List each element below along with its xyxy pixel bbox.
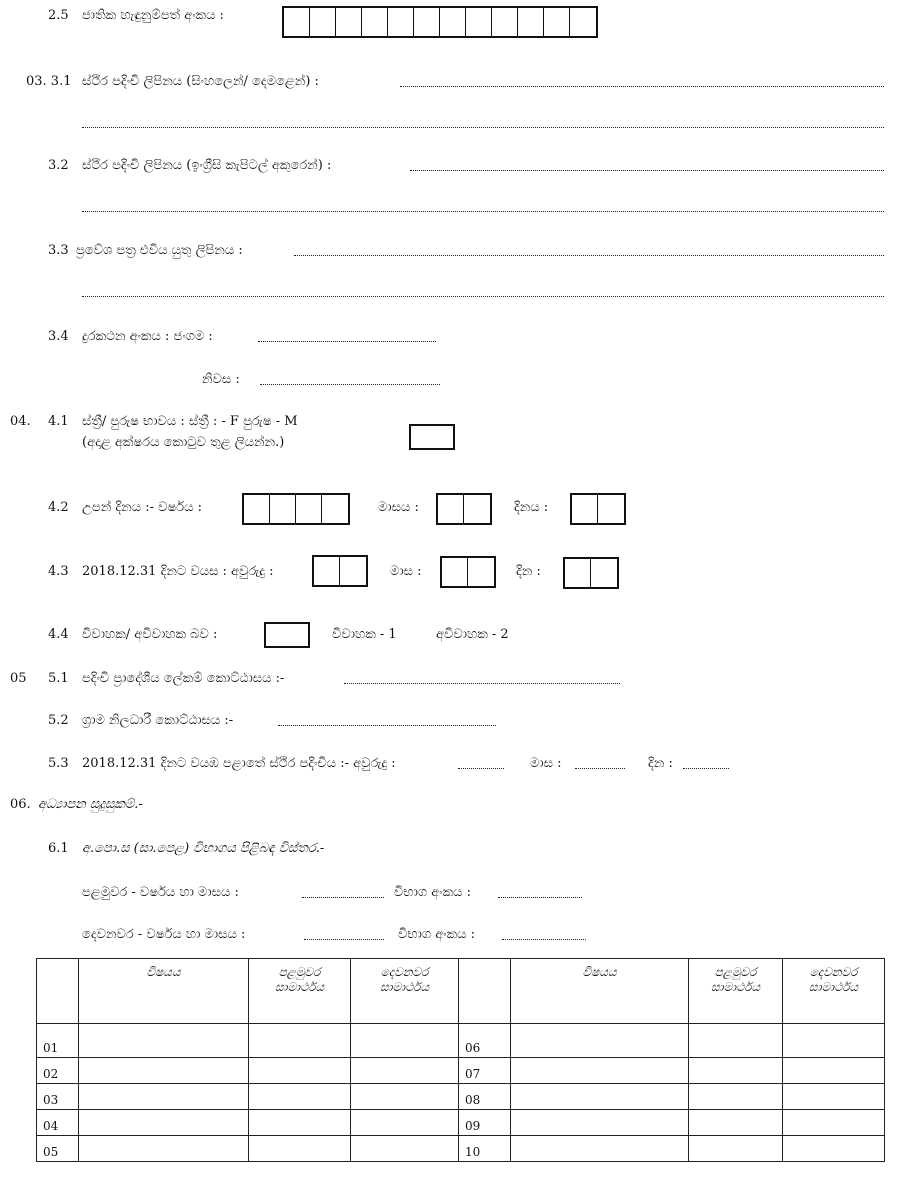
nic-number-boxes[interactable] xyxy=(282,6,598,38)
item-number-5-2: 5.2 xyxy=(48,713,69,728)
row-number: 05 xyxy=(37,1136,79,1162)
section-06-heading: 06. xyxy=(10,797,31,812)
subject-header-right: විෂයය xyxy=(511,959,689,1024)
first-pass-header: පළමුවර සාමාර්ථය xyxy=(249,959,351,1024)
admission-address-line-1[interactable] xyxy=(294,255,884,256)
subject-cell[interactable] xyxy=(79,1024,249,1058)
first-attempt-index-label: විභාග අංකය : xyxy=(394,885,472,900)
grade-cell[interactable] xyxy=(249,1058,351,1084)
divisional-secretariat-field[interactable] xyxy=(344,683,620,684)
grade-cell[interactable] xyxy=(351,1136,459,1162)
grade-cell[interactable] xyxy=(783,1136,885,1162)
grade-cell[interactable] xyxy=(689,1024,783,1058)
age-days-label: දින : xyxy=(516,564,541,579)
age-years-label: 2018.12.31 දිනට වයස : අවුරුදු : xyxy=(82,564,274,579)
second-pass-header: දෙවනවර සාමාර්ථය xyxy=(351,959,459,1024)
marital-status-box[interactable] xyxy=(264,622,310,648)
subject-cell[interactable] xyxy=(511,1084,689,1110)
ol-results-table xyxy=(36,958,885,1162)
grade-cell[interactable] xyxy=(351,1084,459,1110)
grama-niladhari-label: ග්‍රාම නිලධාරී කොට්ඨාසය :- xyxy=(82,713,234,728)
grama-niladhari-field[interactable] xyxy=(278,725,496,726)
birth-day-boxes[interactable] xyxy=(570,493,626,525)
subject-cell[interactable] xyxy=(79,1058,249,1084)
table-row xyxy=(37,1058,885,1084)
gender-label: ස්ත්‍රී/ පුරුෂ භාවය : ස්ත්‍රී : - F පුරුෂ - M xyxy=(82,414,298,429)
birth-month-label: මාසය : xyxy=(378,500,419,515)
married-option: විවාහක - 1 xyxy=(332,627,397,642)
home-phone-field[interactable] xyxy=(260,384,440,385)
residence-years-label: 2018.12.31 දිනට වයඹ පළාතේ ස්ථිර පදිංචිය :- අවුරුදු : xyxy=(82,756,396,771)
item-number-3-2: 3.2 xyxy=(48,158,69,173)
first-attempt-label: පළමුවර - වර්ෂය හා මාසය : xyxy=(82,885,239,900)
permanent-address-english-line-1[interactable] xyxy=(410,170,884,171)
birth-year-boxes[interactable] xyxy=(242,493,350,525)
first-pass-header-right: පළමුවර සාමාර්ථය xyxy=(689,959,783,1024)
row-number: 08 xyxy=(459,1084,511,1110)
residence-months-field[interactable] xyxy=(575,768,625,769)
grade-cell[interactable] xyxy=(783,1110,885,1136)
row-number: 02 xyxy=(37,1058,79,1084)
grade-cell[interactable] xyxy=(783,1084,885,1110)
second-attempt-index-field[interactable] xyxy=(502,939,586,940)
subject-cell[interactable] xyxy=(511,1110,689,1136)
item-number-4-3: 4.3 xyxy=(48,564,69,579)
permanent-address-sinhala-label: ස්ථිර පදිංචි ලිපිනය (සිංහලෙන්/ දෙමළෙන්) : xyxy=(82,74,319,89)
grade-cell[interactable] xyxy=(689,1084,783,1110)
age-months-boxes[interactable] xyxy=(440,556,496,588)
grade-cell[interactable] xyxy=(249,1024,351,1058)
item-number-4-2: 4.2 xyxy=(48,500,69,515)
row-number: 01 xyxy=(37,1024,79,1058)
grade-cell[interactable] xyxy=(249,1136,351,1162)
item-number-5-3: 5.3 xyxy=(48,756,69,771)
permanent-address-sinhala-line-2[interactable] xyxy=(82,127,884,128)
section-04-heading: 04. xyxy=(10,414,31,429)
residence-months-label: මාස : xyxy=(530,756,562,771)
education-title: අධ්‍යාපන සුදුසුකම්.- xyxy=(38,797,143,812)
item-number-5-1: 5.1 xyxy=(48,671,69,686)
item-number-2-5: 2.5 xyxy=(48,8,69,23)
subject-header: විෂයය xyxy=(79,959,249,1024)
grade-cell[interactable] xyxy=(351,1024,459,1058)
item-number-6-1: 6.1 xyxy=(48,841,69,856)
grade-cell[interactable] xyxy=(351,1058,459,1084)
subject-cell[interactable] xyxy=(511,1058,689,1084)
mobile-phone-field[interactable] xyxy=(258,341,436,342)
table-row xyxy=(37,1136,885,1162)
residence-days-label: දින : xyxy=(648,756,673,771)
grade-cell[interactable] xyxy=(249,1110,351,1136)
row-number: 03 xyxy=(37,1084,79,1110)
nic-label: ජාතික හැඳුනුම්පත් අංකය : xyxy=(82,8,224,23)
age-days-boxes[interactable] xyxy=(563,557,619,589)
admission-address-line-2[interactable] xyxy=(82,296,884,297)
table-row xyxy=(37,1084,885,1110)
second-pass-header-right: දෙවනවර සාමාර්ථය xyxy=(783,959,885,1024)
first-attempt-date-field[interactable] xyxy=(302,897,384,898)
section-05-heading: 05 xyxy=(10,671,27,686)
grade-cell[interactable] xyxy=(689,1058,783,1084)
grade-cell[interactable] xyxy=(351,1110,459,1136)
subject-cell[interactable] xyxy=(511,1024,689,1058)
item-number-3-3: 3.3 xyxy=(48,243,69,258)
first-attempt-index-field[interactable] xyxy=(498,897,582,898)
grade-cell[interactable] xyxy=(689,1110,783,1136)
permanent-address-english-label: ස්ථිර පදිංචි ලිපිනය (ඉංග්‍රීසි කැපිටල් අකුරෙන්) : xyxy=(82,158,332,173)
second-attempt-index-label: විභාග අංකය : xyxy=(398,927,476,942)
grade-cell[interactable] xyxy=(783,1024,885,1058)
gender-box[interactable] xyxy=(409,424,455,450)
row-number: 09 xyxy=(459,1110,511,1136)
item-number-4-4: 4.4 xyxy=(48,627,69,642)
birth-date-year-label: උපන් දිනය :- වර්ෂය : xyxy=(82,500,202,515)
admission-address-label: ප්‍රවේශ පත්‍ර එවිය යුතු ලිපිනය : xyxy=(76,243,243,258)
ol-exam-details-label: අ.පො.ස (සා.පෙළ) විභාගය පිළිබඳ විස්තර.- xyxy=(82,841,325,856)
subject-cell[interactable] xyxy=(79,1136,249,1162)
mobile-phone-label: දුරකථන අංකය : ජංගම : xyxy=(82,329,213,344)
row-number: 10 xyxy=(459,1136,511,1162)
birth-day-label: දිනය : xyxy=(514,500,549,515)
grade-cell[interactable] xyxy=(249,1084,351,1110)
table-row xyxy=(37,1110,885,1136)
marital-status-label: විවාහක/ අවිවාහක බව : xyxy=(82,627,218,642)
row-number: 06 xyxy=(459,1024,511,1058)
subject-cell[interactable] xyxy=(511,1136,689,1162)
age-years-boxes[interactable] xyxy=(312,555,368,587)
grade-cell[interactable] xyxy=(783,1058,885,1084)
subject-cell[interactable] xyxy=(79,1084,249,1110)
row-number: 07 xyxy=(459,1058,511,1084)
grade-cell[interactable] xyxy=(689,1136,783,1162)
second-attempt-label: දෙවනවර - වර්ෂය හා මාසය : xyxy=(82,927,246,942)
table-row xyxy=(37,1024,885,1058)
residence-years-field[interactable] xyxy=(458,768,504,769)
unmarried-option: අවිවාහක - 2 xyxy=(436,627,509,642)
age-months-label: මාස : xyxy=(390,564,422,579)
residence-days-field[interactable] xyxy=(683,768,729,769)
permanent-address-sinhala-line-1[interactable] xyxy=(400,86,884,87)
item-number-3-4: 3.4 xyxy=(48,329,69,344)
home-phone-label: නිවස : xyxy=(202,372,240,387)
gender-instruction: (අදාළ අක්ෂරය කොටුව තුළ ලියන්න.) xyxy=(82,435,285,450)
birth-month-boxes[interactable] xyxy=(436,493,492,525)
divisional-secretariat-label: පදිංචි ප්‍රාදේශීය ලේකම් කොට්ඨාසය :- xyxy=(82,671,285,686)
section-03-heading: 03. 3.1 xyxy=(26,74,72,89)
item-number-4-1: 4.1 xyxy=(48,414,69,429)
second-attempt-date-field[interactable] xyxy=(304,939,384,940)
table-header-row xyxy=(37,959,885,1024)
subject-cell[interactable] xyxy=(79,1110,249,1136)
row-number: 04 xyxy=(37,1110,79,1136)
permanent-address-english-line-2[interactable] xyxy=(82,211,884,212)
